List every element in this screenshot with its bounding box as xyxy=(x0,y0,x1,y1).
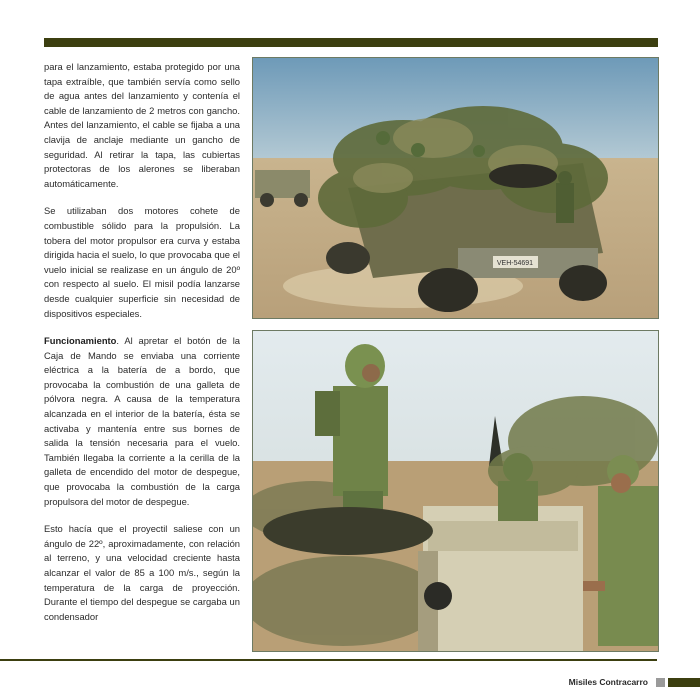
soldiers-launcher-photo-icon xyxy=(253,331,658,651)
paragraph-1: para el lanzamiento, estaba protegido por una tapa extraíble, que también servía como sello de agua antes del lanzamiento y contenía el cable de lanzamiento de 2 metros con gancho. Antes del lanzamiento, el cable se fijaba a una clavija de anclaje mediante un gancho de seguridad. Al retirar la tapa, las cubiertas protectoras de los alerones se liberaban automáticamente. xyxy=(44,61,240,189)
paragraph-2: Se utilizaban dos motores cohete de combustible sólido para la propulsión. La tobera del motor propulsor era curva y estaba dirigida hacia el suelo, lo que provocaba que el vuelo inicial se realizase en un ángulo de 20º con respecto al suelo. El misil podía lanzarse desde cualquier superficie sin necesidad de dispositivos especiales. xyxy=(44,205,240,319)
article-text-column xyxy=(44,60,240,637)
footer-section-title: Misiles Contracarro xyxy=(568,677,648,687)
footer-accent-bar xyxy=(668,678,700,687)
photo-soldiers-launcher xyxy=(252,330,659,652)
photo-camouflaged-jeep xyxy=(252,57,659,319)
paragraph-3: Funcionamiento. Al apretar el botón de la Caja de Mando se enviaba una corriente eléctrica a la batería de a bordo, que provocaba la combustión de una galleta de pólvora negra. A causa de la temperatura alcanzada en el interior de la batería, ésta se activaba y mantenía entre sus bornes de salida la tensión necesaria para el vuelo. También llegaba la corriente a la cerilla de la galleta de encendido del motor de despegue, que provocaba la combustión de la carga propulsora del motor de despegue. xyxy=(44,335,240,507)
camouflaged-jeep-photo-icon xyxy=(253,58,658,318)
paragraph-3-body: Al apretar el botón de la Caja de Mando se enviaba una corriente eléctrica a la batería de a bordo, que provocaba la combustión de una galleta de pólvora negra. A causa de la temperatura alcanzada en el interior de la batería, ésta se activaba y mantenía entre sus bornes de salida la tensión necesaria para el vuelo. También llegaba la corriente a la cerilla de la galleta de encendido del motor de despegue, que provocaba la combustión de la carga propulsora del motor de despegue. xyxy=(44,335,240,507)
paragraph-4: Esto hacía que el proyectil saliese con un ángulo de 22º, aproximadamente, con relación al terreno, y una velocidad creciente hasta alcanzar el valor de 85 a 100 m/s., según la temperatura de la carga de proyección. Durante el tiempo del despegue se cargaba un condensador xyxy=(44,523,240,622)
footer-square-marker xyxy=(656,678,665,687)
section-subheading: Funcionamiento xyxy=(44,335,117,347)
header-rule xyxy=(44,38,658,47)
footer-rule xyxy=(0,659,657,661)
vehicle-plate: VEH-54691 xyxy=(496,260,534,267)
